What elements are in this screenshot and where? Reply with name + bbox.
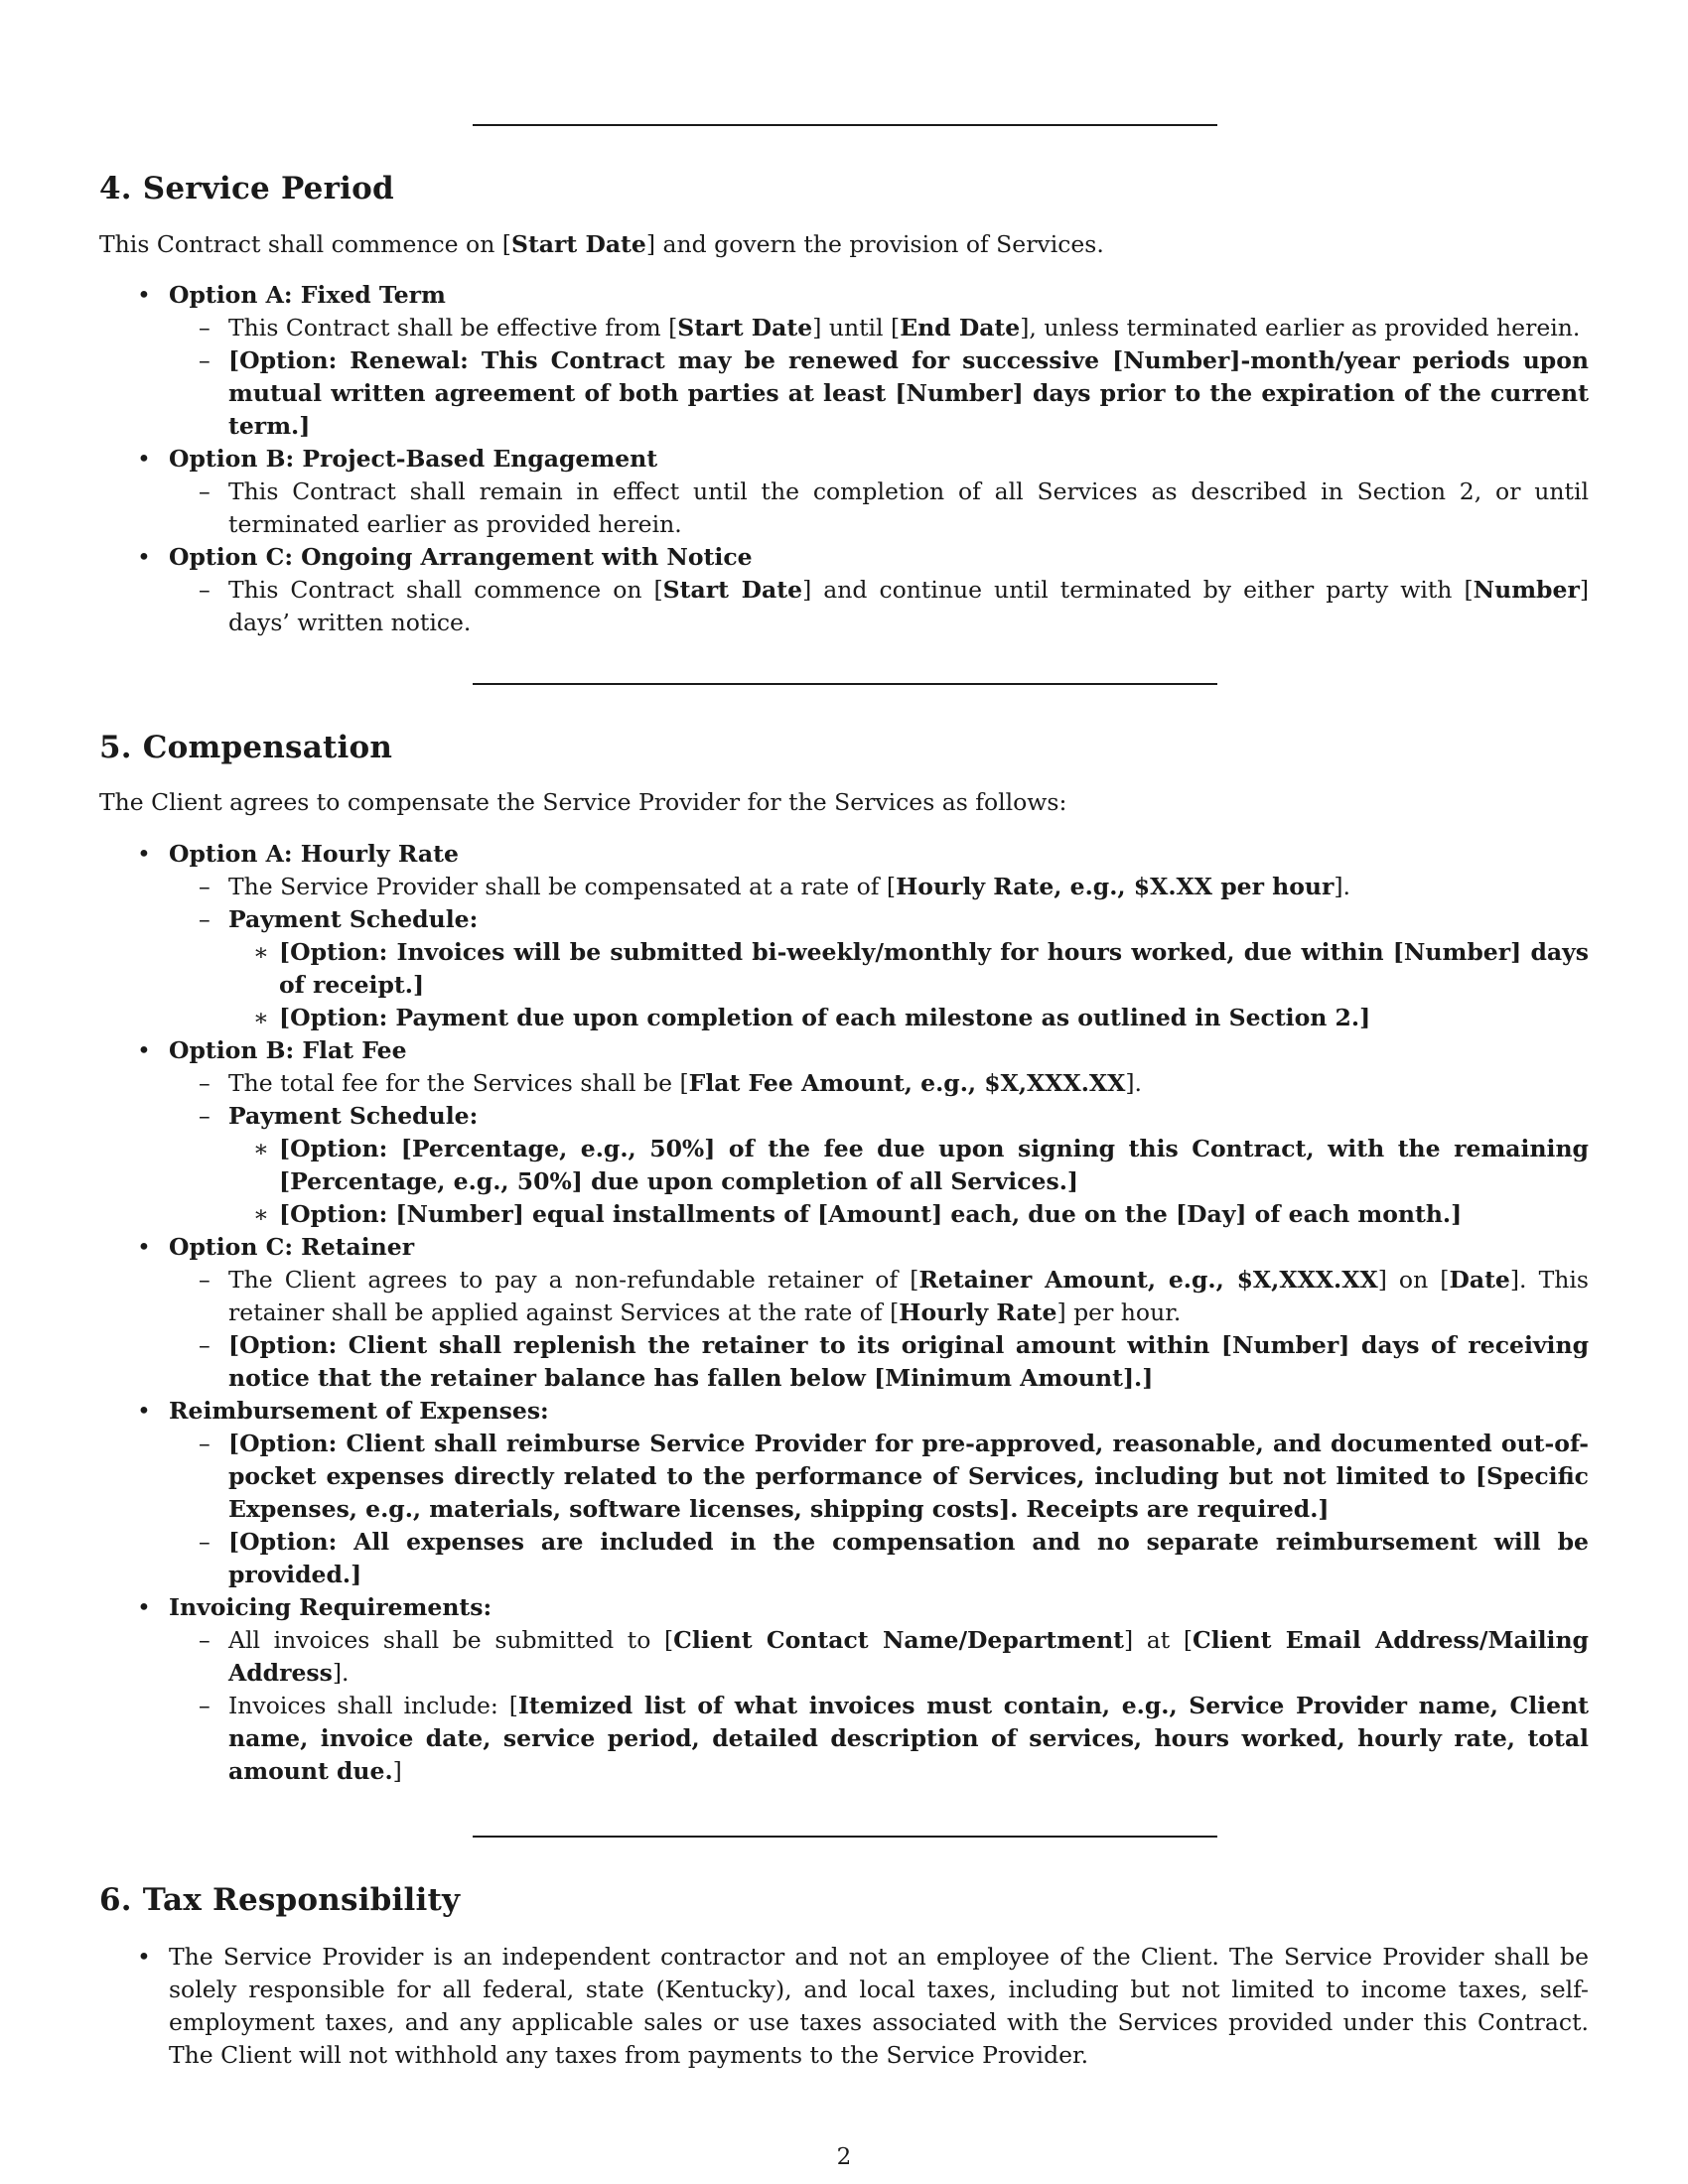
list-item: The Service Provider is an independent contractor and not an employee of the Client. The Service Provider shall be solely responsible for all federal, state (Kentucky), and local taxes, including but not limited to income taxes, self-employment taxes, and any applicable sales or use taxes associated with the Services provided under this Contract. The Client will not withhold any taxes from payments to the Service Provider. — [169, 1943, 1589, 2069]
list-item: [Option: Client shall reimburse Service Provider for pre-approved, reasonable, and documented out-of-pocket expenses directly related to the performance of Services, including but not limited to [Specific Expenses, e.g., materials, software licenses, shipping costs]. Receipts are required.] — [228, 1430, 1589, 1523]
section-heading-tax-responsibility: 6. Tax Responsibility — [99, 1882, 461, 1918]
list-item: [Option: [Number] equal installments of [Amount] each, due on the [Day] of each month.] — [279, 1200, 1463, 1228]
option-title: Option B: Project-Based Engagement — [169, 445, 658, 473]
option-title: Option B: Flat Fee — [169, 1036, 407, 1064]
section-heading-service-period: 4. Service Period — [99, 171, 394, 206]
option-title: Option A: Hourly Rate — [169, 840, 459, 868]
list-item: The total fee for the Services shall be [Flat Fee Amount, e.g., $X,XXX.XX]. — [228, 1069, 1143, 1097]
divider — [473, 124, 1217, 126]
list-item: [Option: Payment due upon completion of each milestone as outlined in Section 2.] — [279, 1004, 1371, 1031]
option-title: Invoicing Requirements: — [169, 1593, 492, 1621]
list-item: [Option: [Percentage, e.g., 50%] of the fee due upon signing this Contract, with the remaining [Percentage, e.g., 50%] due upon completion of all Services.] — [279, 1135, 1589, 1195]
service-period-options: • Option A: Fixed Term – This Contract shall be effective from [Start Date] until [End Date], unless terminated earlier as provided herein. – [Option: Renewal: This Contract may be renewed for successive [Number]-month/year periods upon mutual written agreement of both parties at least [Number] days prior to the expiration of the current term.] • Option B: Project-Based Engagement – This Contract shall remain in effect until the completion of all Services as described in Section 2, or until terminated earlier as provided herein. • Option C: Ongoing Arrangement with Notice – This Contract shall commence on [Start Date] and continue until terminated by either party with [Number] days’ written notice. — [137, 281, 1589, 636]
option-title: Reimbursement of Expenses: — [169, 1397, 549, 1425]
list-item: This Contract shall commence on [Start Date] and continue until terminated by either party with [Number] days’ written notice. — [228, 576, 1589, 636]
list-item: The Service Provider shall be compensated at a rate of [Hourly Rate, e.g., $X.XX per hour]. — [228, 873, 1351, 900]
list-item: [Option: Client shall replenish the retainer to its original amount within [Number] days of receiving notice that the retainer balance has fallen below [Minimum Amount].] — [228, 1331, 1589, 1392]
list-item: [Option: Invoices will be submitted bi-weekly/monthly for hours worked, due within [Number] days of receipt.] — [279, 938, 1589, 999]
list-item: Payment Schedule: — [228, 905, 479, 933]
tax-responsibility-list: • The Service Provider is an independent contractor and not an employee of the Client. The Service Provider shall be solely responsible for all federal, state (Kentucky), and local taxes, including but not limited to income taxes, self-employment taxes, and any applicable sales or use taxes associated with the Services provided under this Contract. The Client will not withhold any taxes from payments to the Service Provider. — [137, 1943, 1589, 2069]
compensation-intro: The Client agrees to compensate the Service Provider for the Services as follows: — [99, 788, 1067, 816]
option-title: Option C: Ongoing Arrangement with Notice — [169, 543, 753, 571]
page-number: 2 — [836, 2144, 852, 2170]
option-title: Option A: Fixed Term — [169, 281, 446, 309]
section-heading-compensation: 5. Compensation — [99, 730, 393, 765]
list-item: This Contract shall remain in effect until the completion of all Services as described in Section 2, or until terminated earlier as provided herein. — [228, 478, 1589, 538]
divider — [473, 683, 1217, 685]
list-item: Payment Schedule: — [228, 1102, 479, 1130]
compensation-options: • Option A: Hourly Rate – The Service Provider shall be compensated at a rate of [Hourly Rate, e.g., $X.XX per hour]. – Payment Schedule: ∗ [Option: Invoices will be submitted bi-weekly/monthly for hours worked, due within [Number] days of receipt.] ∗ [Option: Payment due upon completion of each milestone as outlined in Section 2.] • Option B: Flat Fee – The total fee for the Services shall be [Flat Fee Amount, e.g., $X,XXX.XX]. – Payment Schedule: ∗ [Option: [Percentage, e.g., 50%] of the fee due upon signing this Contract, with the remaining [Percentage, e.g., 50%] due upon completion of all Services.] ∗ [Option: [Number] equal installments of [Amount] each, due on the [Day] of each month.] • Option C: Retainer – The Client agrees to pay a non-refundable retainer of [Retainer Amount, e.g., $X,XXX.XX] on [Date]. This retainer shall be applied against Services at the rate of [Hourly Rate] per hour. – [Option: Client shall replenish the retainer to its original amount within [Number] days of receiving notice that the retainer balance has fallen below [Minimum Amount].] • Reimbursement of Expenses: – [Option: Client shall reimburse Service Provider for pre-approved, reasonable, and documented out-of-pocket expenses directly related to the performance of Services, including but not limited to [Specific Expenses, e.g., materials, software licenses, shipping costs]. Receipts are required.] – [Option: All expenses are included in the compensation and no separate reimbursement will be provided.] • Invoicing Requirements: – All invoices shall be submitted to [Client Contact Name/Department] at [Client Email Address/Mailing Address]. – Invoices shall include: [Itemized list of what invoices must contain, e.g., Service Provider name, Client name, invoice date, service period, detailed description of services, hours worked, hourly rate, total amount due.] — [137, 840, 1590, 1785]
list-item: Invoices shall include: [Itemized list of what invoices must contain, e.g., Service Provider name, Client name, invoice date, service period, detailed description of services, hours worked, hourly rate, total amount due.] — [228, 1692, 1590, 1785]
list-item: The Client agrees to pay a non-refundable retainer of [Retainer Amount, e.g., $X,XXX.XX] on [Date]. This retainer shall be applied against Services at the rate of [Hourly Rate] per hour. — [228, 1266, 1589, 1326]
service-period-intro: This Contract shall commence on [Start Date] and govern the provision of Services. — [99, 230, 1104, 258]
option-title: Option C: Retainer — [169, 1233, 415, 1261]
list-item: [Option: All expenses are included in the compensation and no separate reimbursement will be provided.] — [228, 1528, 1589, 1588]
divider — [473, 1836, 1217, 1838]
list-item: All invoices shall be submitted to [Client Contact Name/Department] at [Client Email Address/Mailing Address]. — [228, 1626, 1589, 1687]
list-item: This Contract shall be effective from [Start Date] until [End Date], unless terminated earlier as provided herein. — [228, 314, 1581, 341]
list-item: [Option: Renewal: This Contract may be renewed for successive [Number]-month/year periods upon mutual written agreement of both parties at least [Number] days prior to the expiration of the current term.] — [228, 346, 1589, 440]
